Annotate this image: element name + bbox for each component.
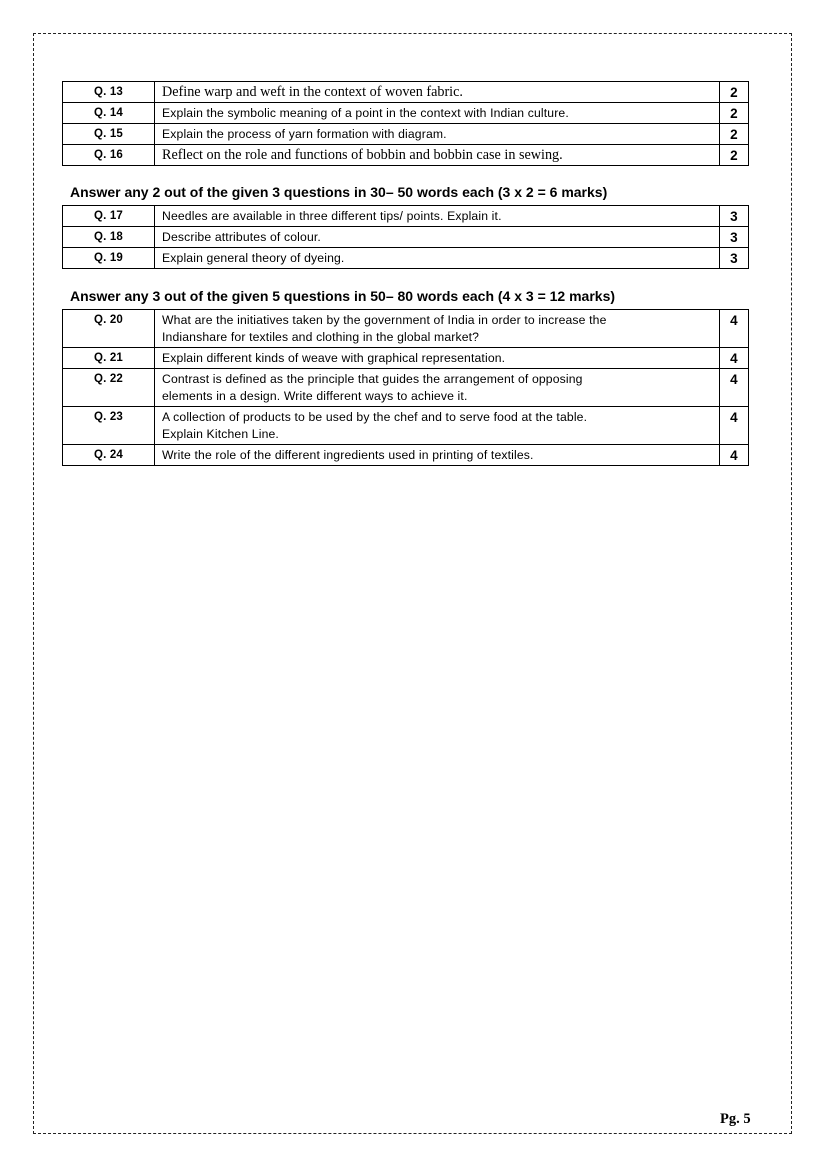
question-text: Reflect on the role and functions of bobbin and bobbin case in sewing.: [155, 145, 720, 166]
table-row: [63, 227, 749, 248]
question-marks: 3: [720, 248, 749, 269]
question-marks: 3: [720, 227, 749, 248]
question-number: Q. 20: [63, 310, 155, 348]
table-row: [63, 103, 749, 124]
question-marks: 4: [720, 348, 749, 369]
question-text: [155, 445, 720, 466]
table-row: [63, 248, 749, 269]
question-text-line: Indianshare for textiles and clothing in the global market?: [162, 330, 480, 344]
question-marks: 2: [720, 82, 749, 103]
question-text-line: Explain different kinds of weave with graphical representation.: [162, 351, 506, 365]
question-number: Q. 22: [63, 369, 155, 407]
table-row: [63, 348, 749, 369]
question-marks: 4: [720, 407, 749, 445]
question-number: Q. 24: [63, 445, 155, 466]
question-text: Explain general theory of dyeing.: [155, 248, 720, 269]
question-marks: 4: [720, 369, 749, 407]
question-text: Needles are available in three different tips/ points. Explain it.: [155, 206, 720, 227]
question-text-line: A collection of products to be used by the chef and to serve food at the table.: [162, 410, 588, 424]
section-heading-3-marks: Answer any 2 out of the given 3 questions in 30– 50 words each (3 x 2 = 6 marks): [70, 184, 608, 200]
question-marks: 2: [720, 145, 749, 166]
question-text: Describe attributes of colour.: [155, 227, 720, 248]
question-number: Q. 17: [63, 206, 155, 227]
question-text: [155, 310, 720, 348]
table-row: [63, 124, 749, 145]
question-text: [155, 369, 720, 407]
question-marks: 3: [720, 206, 749, 227]
question-text-line: What are the initiatives taken by the government of India in order to increase the: [162, 313, 607, 327]
question-number: Q. 13: [63, 82, 155, 103]
questions-table-4-marks: [62, 309, 749, 466]
questions-table-2-marks: [62, 81, 749, 166]
table-row: [63, 206, 749, 227]
question-text-line: elements in a design. Write different ways to achieve it.: [162, 389, 468, 403]
question-text-line: Write the role of the different ingredients used in printing of textiles.: [162, 448, 534, 462]
question-number: Q. 14: [63, 103, 155, 124]
question-marks: 4: [720, 310, 749, 348]
question-text-line: Explain Kitchen Line.: [162, 427, 279, 441]
question-number: Q. 21: [63, 348, 155, 369]
question-number: Q. 15: [63, 124, 155, 145]
question-number: Q. 23: [63, 407, 155, 445]
table-row: [63, 82, 749, 103]
table-row: [63, 445, 749, 466]
page-number: Pg. 5: [720, 1111, 751, 1127]
question-marks: 2: [720, 124, 749, 145]
question-text: Define warp and weft in the context of woven fabric.: [155, 82, 720, 103]
question-text: [155, 348, 720, 369]
question-marks: 2: [720, 103, 749, 124]
table-row: [63, 310, 749, 348]
question-number: Q. 19: [63, 248, 155, 269]
table-row: [63, 407, 749, 445]
question-marks: 4: [720, 445, 749, 466]
table-row: [63, 369, 749, 407]
question-number: Q. 18: [63, 227, 155, 248]
question-text: Explain the process of yarn formation with diagram.: [155, 124, 720, 145]
table-row: [63, 145, 749, 166]
questions-table-3-marks: [62, 205, 749, 269]
question-number: Q. 16: [63, 145, 155, 166]
question-text-line: Contrast is defined as the principle that guides the arrangement of opposing: [162, 372, 583, 386]
question-text: [155, 407, 720, 445]
section-heading-4-marks: Answer any 3 out of the given 5 questions in 50– 80 words each (4 x 3 = 12 marks): [70, 288, 616, 304]
question-text: Explain the symbolic meaning of a point in the context with Indian culture.: [155, 103, 720, 124]
